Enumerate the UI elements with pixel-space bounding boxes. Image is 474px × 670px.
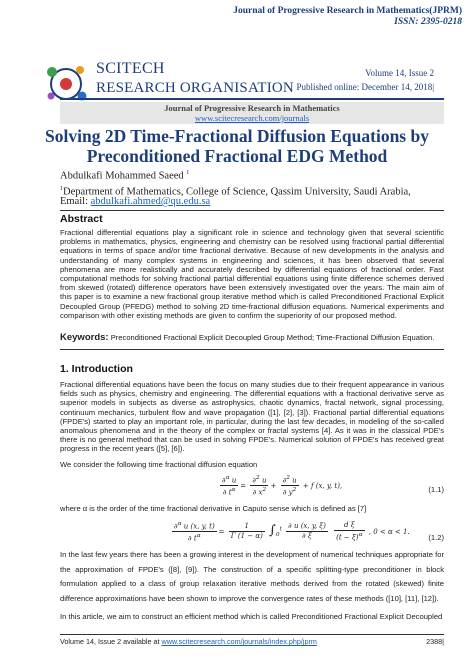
author-name: Abdulkafi Mohammed Saeed xyxy=(60,170,184,182)
paper-title-line2: Preconditioned Fractional EDG Method xyxy=(86,146,388,166)
page-footer xyxy=(60,637,444,646)
masthead-divider xyxy=(60,98,444,100)
equation-number-1-1: (1.1) xyxy=(428,485,444,494)
published-date: Published online: December 14, 2018| xyxy=(296,82,434,92)
intro-paragraph-3: where α is the order of the time fractional derivative in Caputo sense which is defined as [7] xyxy=(60,504,367,513)
keywords xyxy=(60,332,444,343)
intro-paragraph-2: We consider the following time fractional diffusion equation xyxy=(60,460,258,469)
org-name-line2: RESEARCH ORGANISATION xyxy=(96,80,294,96)
page-number: 2388| xyxy=(426,637,444,646)
keywords-label: Keywords: xyxy=(60,332,109,343)
abstract-text: Fractional differential equations play a significant role in science and technology given that several scientific problems in mathematics, physics, engineering and chemistry can be resolved using fractional partial differential equations in terms of space and/or time fractional derivative. Because of new developments in the analysis and understanding of many complex systems in engineering and sciences, it has been observed that several phenomena are more realistically and accurately described by differential equations of fractional order. Fast computational methods for solving fractional partial differential equations using finite difference schemes derived from skewed (rotated) difference operators have been extensively investigated over the years. The main aim of this paper is to examine a new fractional group iterative method which is called Preconditioned Fractional Explicit Decoupled Group (PFEDG) method to solving 2D time-fractional diffusion equations. Numerical experiments and comparison with other existing methods are given to confirm the superiority of our proposed method. xyxy=(60,228,444,320)
equation-1-2: $\frac{\partial^\alpha u (x, y, t)}{\partial t^\alpha}$ = $\frac{1}{\Gamma (1 - \alpha)}$ $\int_0^t$ $\frac{\partial u (x, y, \xi)}{\partial \xi}$ $\frac{\text{d ξ}}{(t - \xi)^\alpha}$ , 0 < α < 1. xyxy=(174,521,410,543)
journal-banner xyxy=(60,102,444,124)
introduction-heading: 1. Introduction xyxy=(60,363,133,375)
equation-number-1-2: (1.2) xyxy=(428,533,444,542)
footer-volume: Volume 14, Issue 2 available at xyxy=(60,637,160,646)
author-line xyxy=(60,170,189,182)
org-name-line1: SCITECH xyxy=(96,60,165,77)
journal-issn: ISSN: 2395-0218 xyxy=(394,17,462,27)
banner-title: Journal of Progressive Research in Mathematics xyxy=(164,103,340,113)
abstract-top-rule xyxy=(60,210,444,211)
footer-rule xyxy=(60,634,444,635)
intro-paragraph-1: Fractional differential equations have been the focus on many studies due to their frequent appearance in various fields such as physics, chemistry and engineering. The differential equations with a fractional derivative serve as superior models in subjects as diverse as astrophysics, chaotic dynamics, fractal network, signal processing, continuum mechanics, turbulent flow and wave propagation ([1], [2], [3]). Fractional partial differential equations (FPDE's) started to play an important role, in particular, during the last few decades, in modeling of the so-called anomalous phenomena and in the theory of the complex or fractal systems [4]. As it was in the classical PDE's there is no general method that can be used in solving FPDE's. Numerical solution of FPDE's has received great progress in the recent years ([5], [6]). xyxy=(60,380,444,454)
email-label: Email: xyxy=(60,196,88,207)
journal-header xyxy=(233,6,462,28)
equation-1-2-tail: , 0 < α < 1. xyxy=(368,527,410,536)
volume-issue: Volume 14, Issue 2 xyxy=(365,68,434,78)
email-link[interactable]: abdulkafi.ahmed@qu.edu.sa xyxy=(90,196,211,207)
email-line xyxy=(60,196,210,207)
affiliation-superscript: 1 xyxy=(60,186,63,192)
keywords-bottom-rule xyxy=(60,349,444,350)
equation-1-1: $\frac{\partial^\alpha u}{\partial t^\alpha}$ = $\frac{\partial^2 u}{\partial x^2}$ + $\frac{\partial^2 u}{\partial y^2}$ + f (x, y, t), xyxy=(222,475,343,497)
author-superscript: 1 xyxy=(186,170,190,176)
journal-name: Journal of Progressive Research in Mathematics(JPRM) xyxy=(233,6,462,16)
banner-url-link[interactable]: www.scitecresearch.com/journals xyxy=(194,113,310,123)
paper-title xyxy=(40,126,434,166)
intro-paragraph-4: In the last few years there has been a growing interest in the development of numerical techniques appropriate for the approximation of FPDE's ([8], [9]). The construction of a specific splitting-type preconditioner in block formulation applied to a class of group relaxation iterative methods derived from the rotated (skewed) finite difference approximations have been shown to improve the convergence rates of these methods ([10], [11], [12]). xyxy=(60,550,444,603)
equation-1-1-rhs: + f (x, y, t), xyxy=(302,481,343,490)
keywords-text: Preconditioned Fractional Explicit Decoupled Group Method; Time-Fractional Diffusion Equation. xyxy=(110,333,435,342)
paper-title-line1: Solving 2D Time-Fractional Diffusion Equations by xyxy=(45,126,429,146)
equation-1-2-gamma: Γ (1 − α) xyxy=(230,532,263,541)
abstract-heading: Abstract xyxy=(60,213,103,225)
footer-url-link[interactable]: www.scitecresearch.com/journals/index.php/jprm xyxy=(161,637,317,646)
affiliation-text: Department of Mathematics, College of Science, Qassim University, Saudi Arabia, xyxy=(63,186,411,198)
equation-1-2-coefficient: 1 xyxy=(229,522,265,532)
intro-paragraph-5: In this article, we aim to construct an efficient method which is called Preconditioned Fractional Explicit Decoupled xyxy=(60,612,443,621)
